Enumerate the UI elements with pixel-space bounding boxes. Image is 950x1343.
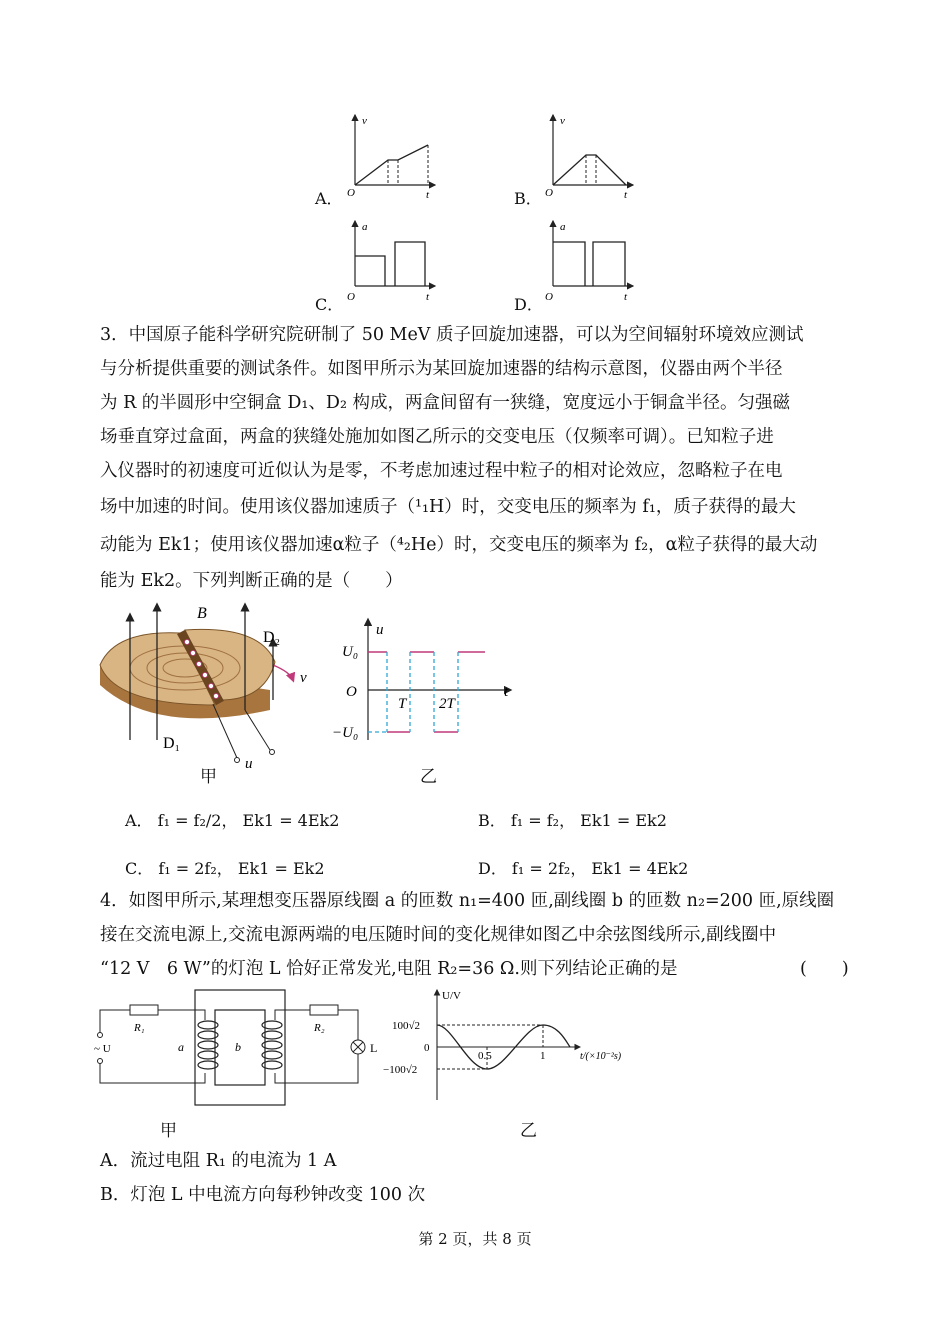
svg-text:v: v <box>362 115 367 127</box>
q4-line-2: 接在交流电源上,交流电源两端的电压随时间的变化规律如图乙中余弦图线所示,副线圈中 <box>100 925 777 945</box>
graph-a-velocity <box>340 110 440 200</box>
cyclotron-diagram <box>95 600 325 770</box>
q3-option-c[interactable]: C． f₁ = 2f₂， Ek1 = Ek2 <box>125 859 325 878</box>
q3-fig-jia-caption: 甲 <box>200 767 217 787</box>
svg-text:O: O <box>347 291 355 303</box>
svg-text:O: O <box>545 187 553 199</box>
svg-text:a: a <box>362 221 368 233</box>
q4-fig-yi-caption: 乙 <box>520 1121 537 1141</box>
svg-text:R₂: R₂ <box>314 1022 325 1034</box>
svg-text:t: t <box>426 189 430 200</box>
q3-line-7: 动能为 Ek1；使用该仪器加速α粒子（⁴₂He）时，交变电压的频率为 f₂，α粒子获得的最大动 <box>100 535 818 555</box>
q4-answer-bracket: ( ) <box>800 959 849 979</box>
svg-text:−U₀: −U₀ <box>332 725 359 741</box>
option-a-label: A． <box>315 189 343 208</box>
svg-text:v: v <box>560 115 565 127</box>
svg-text:−100√2: −100√2 <box>383 1064 418 1076</box>
svg-text:t: t <box>426 291 430 303</box>
svg-text:a: a <box>178 1040 184 1054</box>
option-c-label: C． <box>315 295 344 314</box>
svg-text:b: b <box>235 1040 241 1054</box>
q4-option-a[interactable]: A．流过电阻 R₁ 的电流为 1 A <box>100 1151 337 1171</box>
svg-text:D₂: D₂ <box>263 629 281 646</box>
q3-line-4: 场垂直穿过盒面，两盒的狭缝处施加如图乙所示的交变电压（仅频率可调）。已知粒子进 <box>100 427 774 447</box>
q3-line-3: 为 R 的半圆形中空铜盒 D₁、D₂ 构成，两盒间留有一狭缝，宽度远小于铜盒半径。匀强磁 <box>100 393 791 413</box>
svg-text:B: B <box>197 605 207 622</box>
svg-text:a: a <box>560 221 566 233</box>
svg-text:D₁: D₁ <box>163 735 181 752</box>
svg-text:0.5: 0.5 <box>478 1050 492 1062</box>
svg-text:O: O <box>545 291 553 303</box>
q3-line-8: 能为 Ek2。下列判断正确的是（ ） <box>100 571 403 591</box>
svg-text:2T: 2T <box>439 696 455 712</box>
svg-text:t: t <box>624 189 628 200</box>
q3-option-d[interactable]: D． f₁ = 2f₂， Ek1 = 4Ek2 <box>478 859 689 878</box>
q4-fig-jia-caption: 甲 <box>160 1121 177 1141</box>
q3-line-2: 与分析提供重要的测试条件。如图甲所示为某回旋加速器的结构示意图，仪器由两个半径 <box>100 359 783 379</box>
svg-text:U/V: U/V <box>442 990 461 1002</box>
svg-text:~ U: ~ U <box>94 1043 111 1055</box>
svg-text:t: t <box>624 291 628 303</box>
svg-text:R₁: R₁ <box>134 1022 145 1034</box>
q3-line-6: 场中加速的时间。使用该仪器加速质子（¹₁H）时，交变电压的频率为 f₁，质子获得的最大 <box>100 497 796 517</box>
graph-c-acceleration <box>340 216 440 306</box>
option-d-label: D． <box>514 295 543 314</box>
svg-text:100√2: 100√2 <box>392 1020 421 1032</box>
q4-line-3: “12 V 6 W”的灯泡 L 恰好正常发光,电阻 R₂=36 Ω.则下列结论正确的是 <box>100 959 678 979</box>
q3-line-5: 入仪器时的初速度可近似认为是零，不考虑加速过程中粒子的相对论效应，忽略粒子在电 <box>100 461 783 481</box>
svg-text:u: u <box>245 756 253 770</box>
graph-b-velocity <box>538 110 638 200</box>
option-b-label: B． <box>514 189 542 208</box>
q3-fig-yi-caption: 乙 <box>420 767 437 787</box>
svg-text:L: L <box>370 1041 378 1055</box>
square-wave-graph <box>330 612 520 752</box>
q4-option-b[interactable]: B．灯泡 L 中电流方向每秒钟改变 100 次 <box>100 1185 426 1205</box>
page-footer: 第 2 页，共 8 页 <box>418 1230 532 1248</box>
q4-line-1: 4．如图甲所示,某理想变压器原线圈 a 的匝数 n₁=400 匝,副线圈 b 的匝数 n₂=200 匝,原线圈 <box>100 891 835 911</box>
svg-text:u: u <box>376 622 384 638</box>
svg-text:T: T <box>398 696 407 712</box>
svg-text:1: 1 <box>540 1050 546 1062</box>
q3-line-1: 3．中国原子能科学研究院研制了 50 MeV 质子回旋加速器，可以为空间辐射环境效应测试 <box>100 325 804 345</box>
q3-option-b[interactable]: B． f₁ = f₂， Ek1 = Ek2 <box>478 811 667 830</box>
cosine-voltage-graph <box>380 985 642 1105</box>
svg-text:O: O <box>347 187 355 199</box>
svg-text:0: 0 <box>424 1042 430 1054</box>
svg-text:t: t <box>504 684 509 700</box>
transformer-circuit <box>90 985 380 1110</box>
graph-d-acceleration <box>538 216 638 306</box>
q3-option-a[interactable]: A． f₁ = f₂/2， Ek1 = 4Ek2 <box>125 811 340 830</box>
svg-text:O: O <box>346 684 357 700</box>
svg-text:v: v <box>300 670 307 686</box>
svg-text:t/(×10⁻²s): t/(×10⁻²s) <box>580 1051 622 1062</box>
svg-text:U₀: U₀ <box>342 644 359 660</box>
